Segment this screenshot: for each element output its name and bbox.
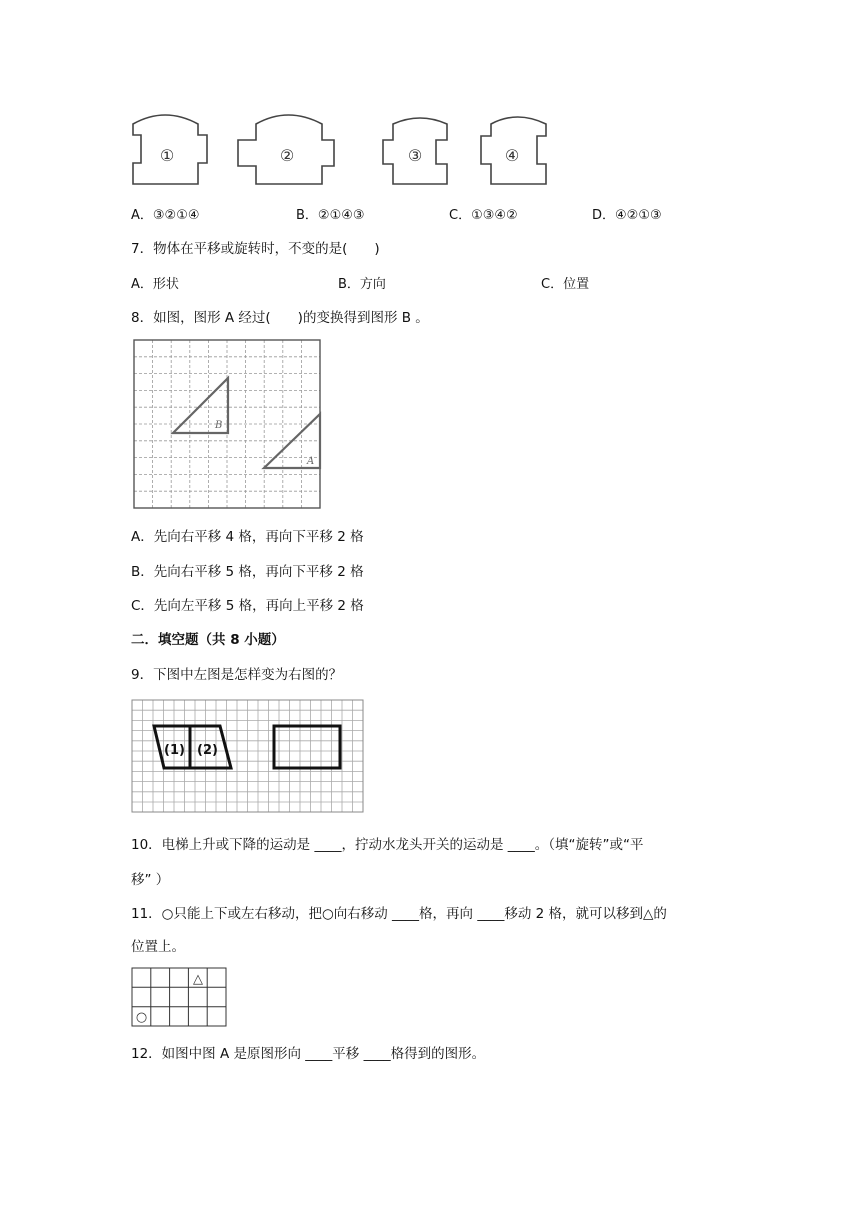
triangle-a-label: A [307,456,315,467]
q9-grid-figure [132,700,363,812]
circle-start: ○ [135,1010,148,1025]
q8-option-a: A．先向右平移 4 格，再向下平移 2 格 [131,529,364,545]
q6-option-c: C．①③④② [449,208,518,223]
q6-option-a: A．③②①④ [131,208,200,223]
shape-3-label: ③ [407,146,423,165]
q8-option-c: C．先向左平移 5 格，再向上平移 2 格 [131,598,364,614]
triangle-b-label: B [215,420,223,431]
q9-question: 9．下图中左图是怎样变为右图的？ [131,667,343,683]
q11-line-1: 11．○只能上下或左右移动，把○向右移动 ____格，再向 ____移动 2 格，就可以移到△的 [131,906,667,922]
label-2: (2) [197,743,218,758]
shape-2-label: ② [279,146,295,165]
section-2-title: 二．填空题（共 8 小题） [131,632,285,648]
q11-grid-figure [132,968,226,1026]
shapes-row [0,0,860,200]
q6-option-b: B．②①④③ [296,208,365,223]
q8-option-b: B．先向右平移 5 格，再向下平移 2 格 [131,564,364,580]
rectangle-result [274,726,340,768]
triangle-target: △ [193,972,203,987]
q10-line-2: 移” ） [131,872,170,888]
shape-4-label: ④ [504,146,520,165]
q8-question: 8．如图，图形 A 经过( )的变换得到图形 B 。 [131,310,429,326]
q7-question: 7．物体在平移或旋转时，不变的是( ) [131,241,380,257]
q7-option-b: B．方向 [338,277,386,292]
label-1: (1) [164,743,185,758]
q7-option-a: A．形状 [131,277,179,292]
q8-grid-figure [134,340,320,508]
q6-option-d: D．④②①③ [592,208,662,223]
q11-line-2: 位置上。 [131,939,185,955]
q10-line-1: 10．电梯上升或下降的运动是 ____，拧动水龙头开关的运动是 ____。（填“旋转”或“平 [131,837,644,853]
shape-1-label: ① [159,146,175,165]
q12-question: 12．如图中图 A 是原图形向 ____平移 ____格得到的图形。 [131,1046,486,1062]
q7-option-c: C．位置 [541,277,590,292]
